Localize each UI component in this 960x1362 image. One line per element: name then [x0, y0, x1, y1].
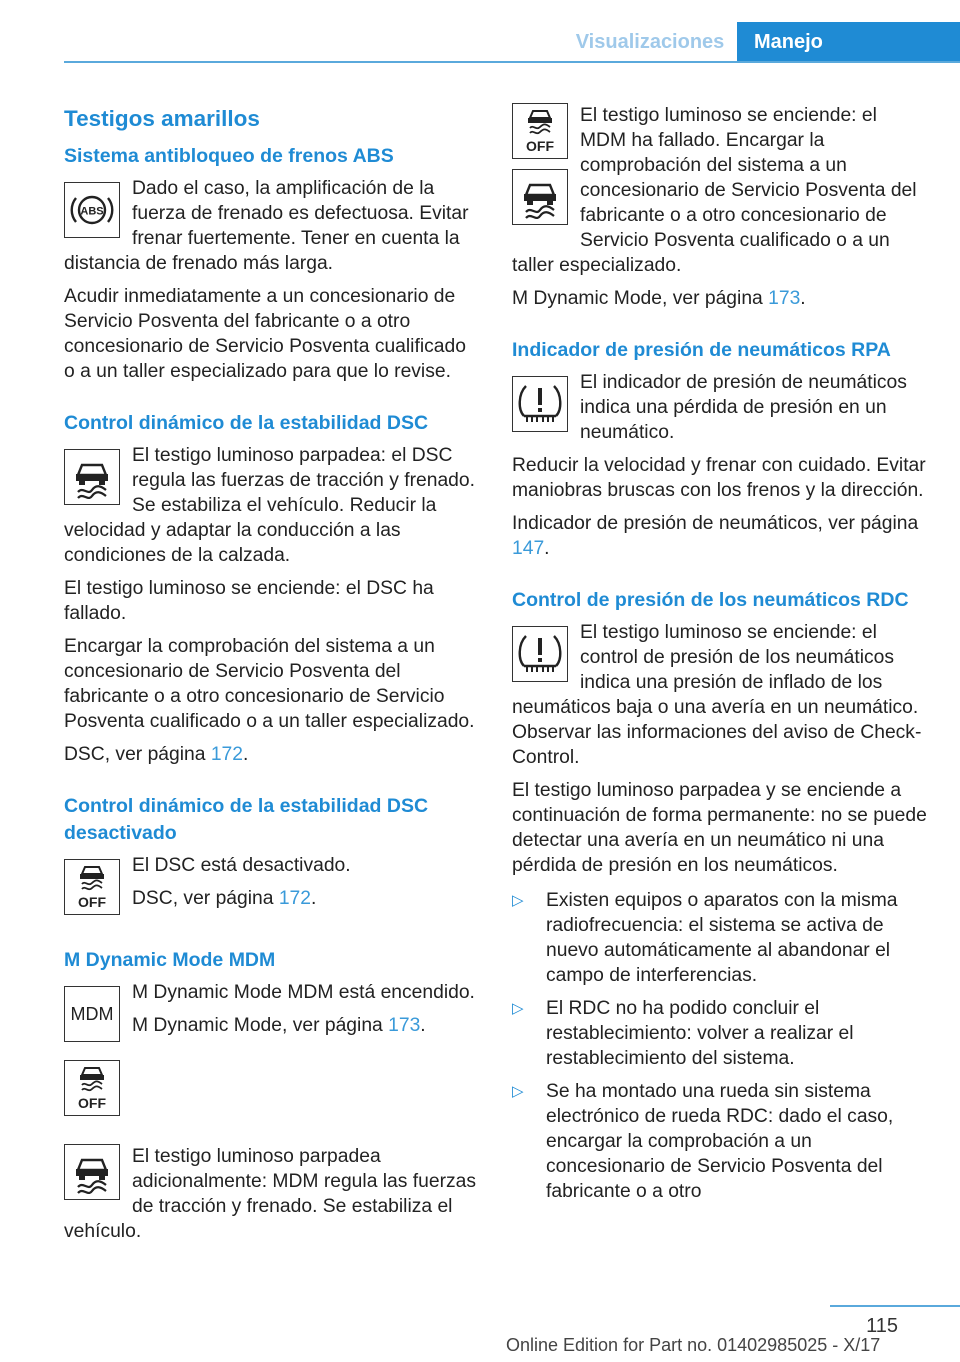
mdm-text-1: M Dynamic Mode MDM está encendido.: [132, 982, 475, 1003]
rdc-text-2: El testigo luminoso parpadea y se enciende a continuación de forma permanente: no se puede detectar una avería en un neumático ni una pérdida de presión en los neumáticos.: [512, 780, 927, 876]
svg-text:OFF: OFF: [78, 894, 106, 910]
page-link-147[interactable]: 147: [512, 538, 545, 559]
dsc-text-1: El testigo luminoso parpadea: el DSC regula las fuerzas de tracción y frenado. Se estabiliza el vehículo. Reducir la velocidad y adaptar la conducción a las condiciones de la calzada.: [64, 445, 475, 566]
list-item: ▷ El RDC no ha podido concluir el restablecimiento: volver a realizar el restablecimiento del sistema.: [512, 998, 854, 1069]
edition-footer: Online Edition for Part no. 01402985025 - X/17: [506, 1335, 881, 1355]
rpa-text-1: El indicador de presión de neumáticos indica una pérdida de presión en un neumático.: [580, 372, 907, 443]
mdm-icon: MDM: [64, 986, 120, 1042]
tire-pressure-warning-icon: [512, 626, 568, 682]
dsc-off-block: [64, 853, 479, 911]
tab-manejo[interactable]: Manejo: [737, 22, 960, 62]
footer-rule: [830, 1305, 960, 1307]
dsc-off-heading: Control dinámico de la estabilidad DSC desactivado: [64, 795, 429, 844]
mdm-dsc-car-icon: [64, 1144, 120, 1200]
svg-text:ABS: ABS: [80, 205, 104, 218]
dsc-off-icon: [64, 859, 120, 915]
dsc-car-icon: [512, 169, 568, 225]
mdm-fail-block: [512, 103, 928, 278]
triangle-bullet-icon: ▷: [512, 892, 524, 909]
abs-heading: Sistema antibloqueo de frenos ABS: [64, 145, 394, 167]
rdc-bullet-list: [512, 888, 928, 1204]
dsc-block: [64, 443, 479, 568]
rdc-text-1: El testigo luminoso se enciende: el control de presión de los neumáticos indica una presión de inflado de los neumáticos baja o una avería en un neumático. Observar las informaciones del aviso de Check-Control.: [512, 622, 922, 768]
rpa-text-2: Reducir la velocidad y frenar con cuidado. Evitar maniobras bruscas con los frenos y la dirección.: [512, 455, 926, 501]
mdm-fail-text: El testigo luminoso se enciende: el MDM ha fallado. Encargar la comprobación del sistema a un concesionario de Servicio Posventa del fabricante o a otro concesionario de Servicio Posventa cualificado o a un taller especializado.: [512, 105, 917, 276]
mdm-heading: M Dynamic Mode MDM: [64, 949, 276, 971]
dsc-reference: DSC, ver página 172.: [64, 744, 249, 765]
mdm-fail-icons: [512, 103, 568, 229]
section-title: Testigos amarillos: [64, 106, 260, 131]
mdm-flash-block: [64, 1120, 479, 1244]
svg-text:OFF: OFF: [78, 1095, 106, 1111]
abs-text-2: Acudir inmediatamente a un concesionario de Servicio Posventa del fabricante o a otro concesionario de Servicio Posventa cualificado o a un taller especializado para que lo revise.: [64, 286, 466, 382]
page-number: 115: [866, 1315, 898, 1337]
mdm-dsc-off-icon: [64, 1060, 120, 1116]
dsc-car-icon: [64, 449, 120, 505]
triangle-bullet-icon: ▷: [512, 1083, 524, 1100]
right-column: [512, 92, 928, 1212]
abs-text-1: Dado el caso, la amplificación de la fuerza de frenado es defectuosa. Evitar frenar fuertemente. Tener en cuenta la distancia de frenado más larga.: [64, 178, 469, 274]
dsc-off-text: El DSC está desactivado.: [132, 855, 351, 876]
rdc-block: [512, 620, 928, 770]
page-link-173[interactable]: 173: [768, 288, 801, 309]
mdm-block: [64, 980, 479, 1111]
dsc-text-2: El testigo luminoso se enciende: el DSC ha fallado.: [64, 578, 434, 624]
tire-pressure-warning-icon: [512, 376, 568, 432]
rdc-heading: Control de presión de los neumáticos RDC: [512, 589, 909, 611]
dsc-text-3: Encargar la comprobación del sistema a un concesionario de Servicio Posventa del fabricante o a otro concesionario de Servicio Posventa cualificado o a un taller especializado.: [64, 636, 475, 732]
dsc-off-icon: [512, 103, 568, 159]
mdm-reference: M Dynamic Mode, ver página 173.: [132, 1015, 426, 1036]
abs-block: [64, 176, 479, 276]
page-link-172[interactable]: 172: [278, 888, 311, 909]
list-item: ▷ Se ha montado una rueda sin sistema electrónico de rueda RDC: dado el caso, encargar la comprobación a un concesionario de Servicio Posventa del fabricante o a otro: [512, 1081, 894, 1202]
rpa-heading: Indicador de presión de neumáticos RPA: [512, 339, 891, 361]
svg-text:OFF: OFF: [526, 138, 554, 154]
mdm-text-2: El testigo luminoso parpadea adicionalmente: MDM regula las fuerzas de tracción y frenado. Se estabiliza el vehículo.: [64, 1146, 477, 1242]
header-rule: [64, 61, 960, 63]
dsc-heading: Control dinámico de la estabilidad DSC: [64, 412, 429, 434]
rpa-reference: Indicador de presión de neumáticos, ver página 147.: [512, 513, 919, 559]
left-column: [64, 92, 479, 1244]
mdm-fail-reference: M Dynamic Mode, ver página 173.: [512, 288, 806, 309]
abs-warning-icon: [64, 182, 120, 238]
tab-visualizaciones[interactable]: Visualizaciones: [575, 30, 725, 53]
page-link-172[interactable]: 172: [210, 744, 243, 765]
page-link-173[interactable]: 173: [388, 1015, 421, 1036]
triangle-bullet-icon: ▷: [512, 1000, 524, 1017]
dsc-off-reference: DSC, ver página 172.: [132, 888, 317, 909]
rpa-block: [512, 370, 928, 445]
list-item: ▷ Existen equipos o aparatos con la misma radiofrecuencia: el sistema se activa de nuevo automáticamente al abandonar el campo de interferencias.: [512, 890, 898, 986]
